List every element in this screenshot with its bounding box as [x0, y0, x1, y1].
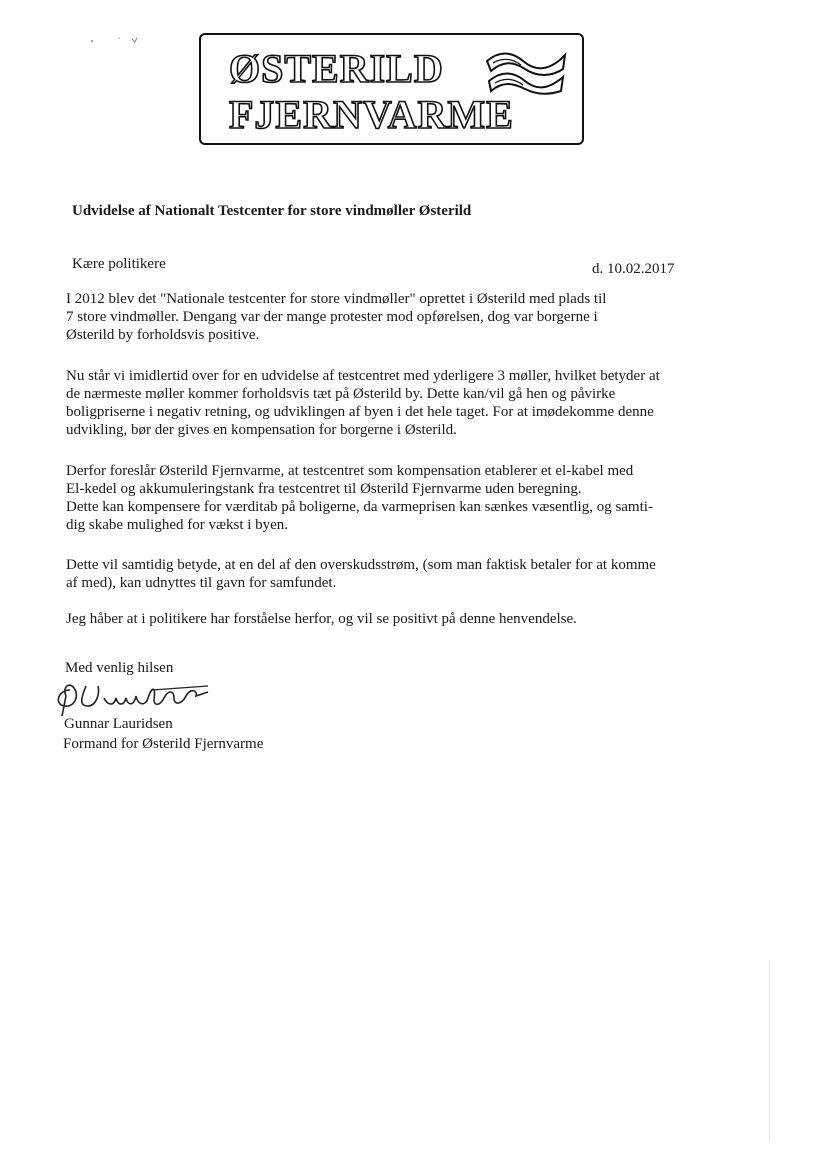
logo-line-1: ØSTERILD [229, 46, 444, 91]
salutation: Kære politikere [72, 256, 166, 272]
paragraph-line: Dette kan kompensere for værditab på boligerne, da varmeprisen kan sænkes væsentlig, og samti- [66, 499, 653, 515]
paragraph-2 [66, 367, 706, 439]
scan-specks [88, 34, 148, 46]
paragraph-line: Dette vil samtidig betyde, at en del af den overskudsstrøm, (som man faktisk betaler for at komme [66, 557, 656, 573]
paragraph-5 [66, 610, 706, 628]
paragraph-line: Derfor foreslår Østerild Fjernvarme, at testcentret som kompensation etablerer et el-kabel med [66, 463, 634, 479]
paragraph-3 [66, 462, 706, 534]
paragraph-line: Østerild by forholdsvis positive. [66, 327, 260, 343]
letterhead-logo [199, 33, 584, 145]
paragraph-line: I 2012 blev det "Nationale testcenter for store vindmøller" oprettet i Østerild med plads til [66, 291, 607, 307]
paragraph-line: Jeg håber at i politikere har forståelse herfor, og vil se positivt på denne henvendelse. [66, 611, 577, 627]
closing: Med venlig hilsen [65, 660, 174, 676]
scan-edge-line [769, 960, 770, 1140]
signer-name: Gunnar Lauridsen [64, 716, 173, 732]
wave-logo-icon [483, 47, 569, 95]
paragraph-line: af med), kan udnyttes til gavn for samfundet. [66, 575, 337, 591]
paragraph-line: El-kedel og akkumuleringstank fra testcentret til Østerild Fjernvarme uden beregning. [66, 481, 582, 497]
paragraph-line: dig skabe mulighed for vækst i byen. [66, 517, 289, 533]
paragraph-line: boligpriserne i negativ retning, og udviklingen af byen i det hele taget. For at imødekomme denne [66, 404, 654, 420]
letter-date: d. 10.02.2017 [592, 261, 675, 277]
paragraph-line: de nærmeste møller kommer forholdsvis tæt på Østerild by. Dette kan/vil gå hen og påvirke [66, 386, 616, 402]
paragraph-line: Nu står vi imidlertid over for en udvidelse af testcentret med yderligere 3 møller, hvilket betyder at [66, 368, 660, 384]
paragraph-line: udvikling, bør der gives en kompensation for borgerne i Østerild. [66, 422, 457, 438]
letter-subject: Udvidelse af Nationalt Testcenter for store vindmøller Østerild [72, 203, 472, 219]
paragraph-4 [66, 556, 706, 592]
signer-title: Formand for Østerild Fjernvarme [63, 736, 264, 752]
paragraph-1 [66, 290, 706, 344]
paragraph-line: 7 store vindmøller. Dengang var der mange protester mod opførelsen, dog var borgerne i [66, 309, 598, 325]
logo-line-2: FJERNVARME [229, 92, 514, 137]
